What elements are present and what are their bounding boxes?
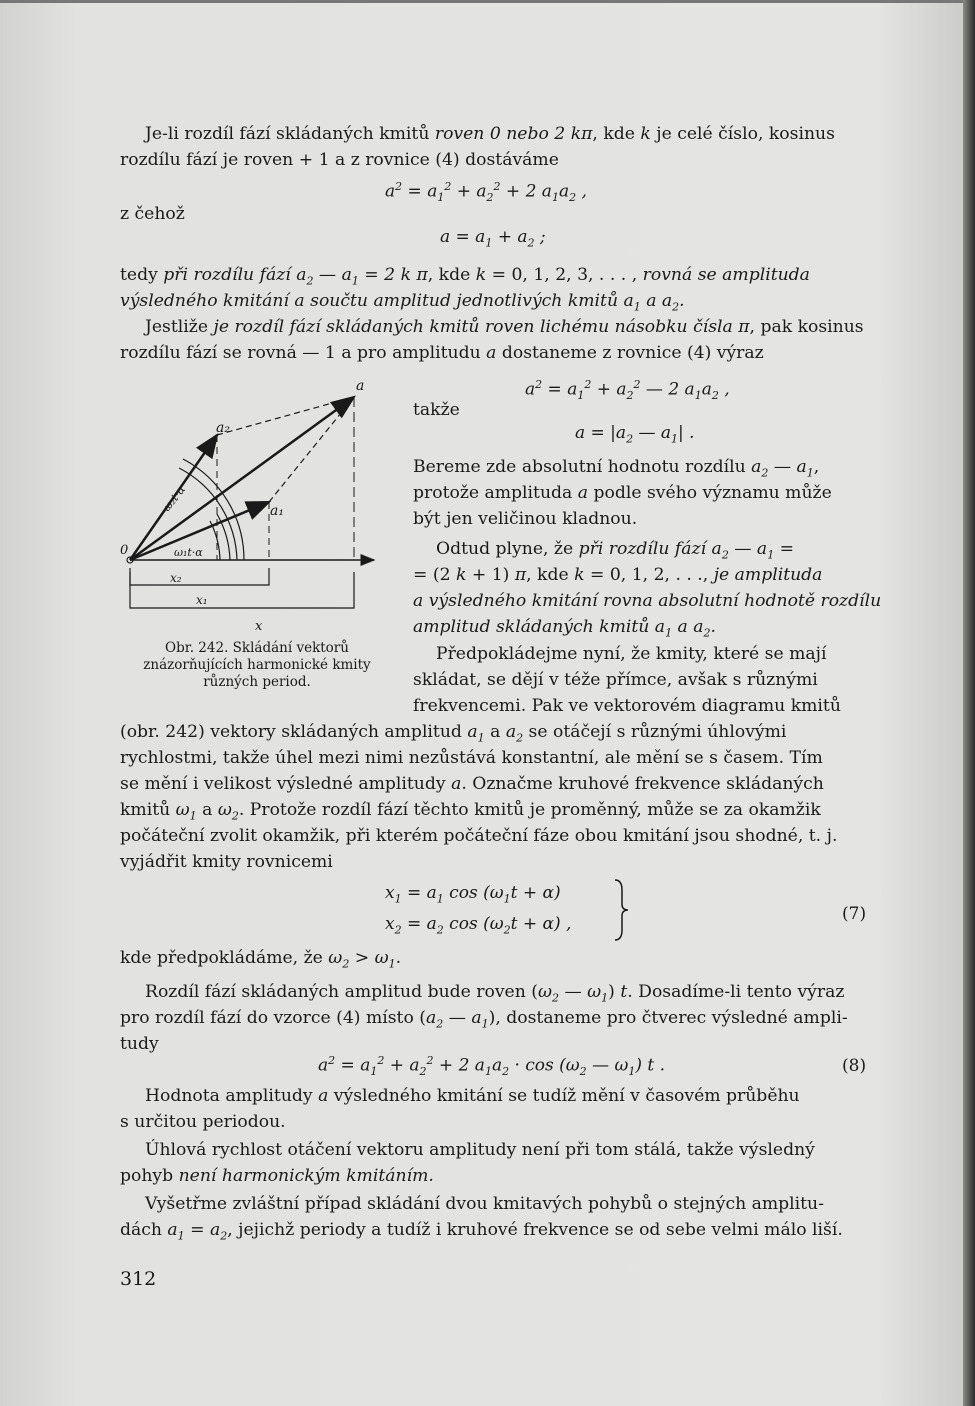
text-line: Hodnota amplitudy a výsledného kmitání se tudíž mění v časovém průběhu xyxy=(145,1086,800,1106)
equation: $x_2 = a_2$ $\cos (\omega_2t + \alpha)$ , xyxy=(385,914,572,937)
text-line: pohyb není harmonickým kmitáním. xyxy=(120,1166,434,1186)
text-line: kde předpokládáme, že $\omega_2 > \omega_1$. xyxy=(120,948,402,971)
equation: $x_1 = a_1$ $\cos (\omega_1t + \alpha)$ xyxy=(385,883,561,906)
text-line: Úhlová rychlost otáčení vektoru amplitudy není při tom stálá, takže výsledný xyxy=(145,1140,815,1160)
text-line: dách $a_1 = a_2$, jejichž periody a tudíž i kruhové frekvence se od sebe velmi málo liší. xyxy=(120,1220,843,1243)
dimension-x2 xyxy=(130,568,269,585)
equation: $a^2 = a_1^2 + a_2^2$ — 2 $a_1a_2$ , xyxy=(525,378,730,403)
text-line: pro rozdíl fází do vzorce (4) místo ($a_2$ — $a_1$), dostaneme pro čtverec výsledné ampli- xyxy=(120,1008,848,1031)
page-top-edge xyxy=(0,0,975,3)
text-line: rychlostmi, takže úhel mezi nimi nezůstává konstantní, ale mění se s časem. Tím xyxy=(120,748,823,768)
vector-diagram xyxy=(112,372,402,642)
figure-caption: Obr. 242. Skládání vektorů znázorňujících harmonické kmity různých period. xyxy=(143,640,371,690)
brace-icon xyxy=(612,878,632,942)
label-omega1: ω₁t·α xyxy=(174,546,203,559)
text-line: rozdílu fází se rovná — 1 a pro amplitudu a dostaneme z rovnice (4) výraz xyxy=(120,343,764,363)
label-a1: a₁ xyxy=(270,503,284,519)
label-a2: a₂ xyxy=(216,420,230,436)
text-line: počáteční zvolit okamžik, při kterém počáteční fáze obou kmitání jsou shodné, t. j. xyxy=(120,826,838,846)
text-line: Vyšetřme zvláštní případ skládání dvou kmitavých pohybů o stejných amplitu- xyxy=(145,1194,824,1214)
text-line: Odtud plyne, že při rozdílu fází $a_2$ — $a_1$ = xyxy=(436,539,795,562)
text-line: (obr. 242) vektory skládaných amplitud $a_1$ a $a_2$ se otáčejí s různými úhlovými xyxy=(120,722,787,745)
label-x2: x₂ xyxy=(170,571,182,585)
equation: $a^2 = a_1^2 + a_2^2 + 2$ $a_1a_2$ , xyxy=(385,180,587,205)
dimension-x1 xyxy=(130,572,354,608)
text-line: být jen veličinou kladnou. xyxy=(413,509,638,529)
label-origin: 0 xyxy=(120,543,129,558)
text-line: Je-li rozdíl fází skládaných kmitů roven 0 nebo 2 kπ, kde k je celé číslo, kosinus xyxy=(145,124,835,144)
equation-number: (7) xyxy=(842,904,867,924)
text-line: s určitou periodou. xyxy=(120,1112,286,1132)
text-line: Předpokládejme nyní, že kmity, které se mají xyxy=(436,644,827,664)
text-line: skládat, se dějí v téže přímce, avšak s různými xyxy=(413,670,818,690)
text-line: Jestliže je rozdíl fází skládaných kmitů roven lichému násobku čísla π, pak kosinus xyxy=(145,317,864,337)
text-line: a výsledného kmitání rovna absolutní hodnotě rozdílu xyxy=(413,591,882,611)
label-x: x xyxy=(255,619,263,634)
text-line: výsledného kmitání a součtu amplitud jednotlivých kmitů $a_1$ a $a_2$. xyxy=(120,291,685,314)
text-line: Bereme zde absolutní hodnotu rozdílu $a_2$ — $a_1$, xyxy=(413,457,820,480)
angle-arc xyxy=(183,459,244,560)
text-line: tedy při rozdílu fází $a_2$ — $a_1 = 2$ k π, kde k = 0, 1, 2, 3, . . . , rovná se amplituda xyxy=(120,265,810,288)
label-omega2: ω₂t·α xyxy=(160,483,189,514)
text-line: se mění i velikost výsledné amplitudy a. Označme kruhové frekvence skládaných xyxy=(120,774,824,794)
label-a: a xyxy=(356,378,365,394)
text-line: = (2 k + 1) π, kde k = 0, 1, 2, . . ., je amplituda xyxy=(413,565,823,585)
equation: $a^2 = a_1^2 + a_2^2 + 2$ $a_1a_2 \cdot \cos (\omega_2$ — $\omega_1$) t . xyxy=(318,1054,666,1079)
page-right-shadow xyxy=(963,0,975,1406)
text-line: Rozdíl fází skládaných amplitud bude roven ($\omega_2$ — $\omega_1$) t. Dosadíme-li tento výraz xyxy=(145,982,845,1005)
text-line: kmitů $\omega_1$ a $\omega_2$. Protože rozdíl fází těchto kmitů je proměnný, může se za okamžik xyxy=(120,800,821,823)
page-number: 312 xyxy=(120,1268,157,1290)
text-line: vyjádřit kmity rovnicemi xyxy=(120,852,333,872)
equation: $a = |a_2$ — $a_1|$ . xyxy=(575,423,695,446)
text-line: z čehož xyxy=(120,204,185,224)
label-x1: x₁ xyxy=(196,593,208,607)
text-line: rozdílu fází je roven + 1 a z rovnice (4) dostáváme xyxy=(120,150,559,170)
dashed-line xyxy=(217,397,354,435)
text-line: takže xyxy=(413,400,460,420)
text-line: amplitud skládaných kmitů $a_1$ a $a_2$. xyxy=(413,617,716,640)
text-line: protože amplituda a podle svého významu může xyxy=(413,483,832,503)
equation: $a = a_1 + a_2$ ; xyxy=(440,227,546,250)
text-line: frekvencemi. Pak ve vektorovém diagramu kmitů xyxy=(413,696,841,716)
equation-number: (8) xyxy=(842,1056,867,1076)
text-line: tudy xyxy=(120,1034,159,1054)
